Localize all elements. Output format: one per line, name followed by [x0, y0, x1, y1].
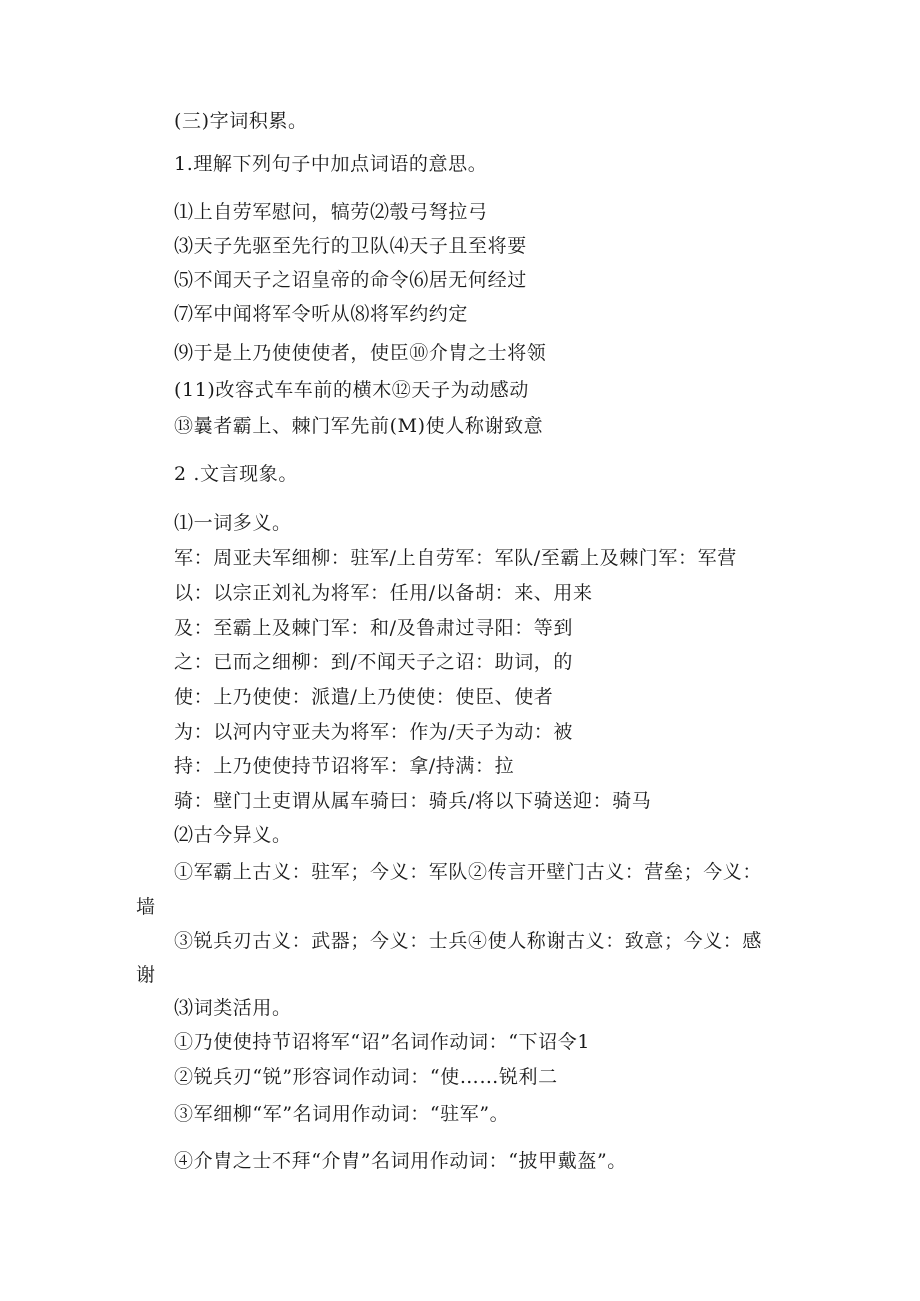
list-item: (11)改容式车车前的横木⑫天子为动感动	[174, 379, 530, 401]
list-item: ③军细柳“军”名词用作动词：“驻军”。	[174, 1103, 510, 1125]
list-item: ①乃使使持节诏将军“诏”名词作动词：“下诏令1	[174, 1031, 591, 1053]
list-item: 军：周亚夫军细柳：驻军/上自劳军：军队/至霸上及棘门军：军营	[174, 547, 737, 569]
list-item: ⑶天子先驱至先行的卫队⑷天子且至将要	[174, 235, 527, 257]
polysemy-heading: ⑴一词多义。	[174, 512, 292, 534]
list-item: 骑：壁门土吏谓从属车骑曰：骑兵/将以下骑送迎：骑马	[174, 790, 652, 812]
section-heading: (三)字词积累。	[174, 110, 308, 132]
list-item: ②锐兵刃“锐”形容词作动词：“使……锐利二	[174, 1066, 558, 1088]
list-item: 之：已而之细柳：到/不闻天子之诏：助词，的	[174, 651, 574, 673]
list-item: 持：上乃使使持节诏将军：拿/持满：拉	[174, 755, 515, 777]
ancient-modern-item-2-continuation: 谢	[136, 964, 156, 986]
list-item: ⑸不闻天子之诏皇帝的命令⑹居无何经过	[174, 269, 527, 291]
ancient-modern-heading: ⑵古今异义。	[174, 824, 292, 846]
list-item: 及：至霸上及棘门军：和/及鲁肃过寻阳：等到	[174, 617, 574, 639]
list-item: ⑴上自劳军慰问，犒劳⑵彀弓弩拉弓	[174, 201, 488, 223]
list-item: 为：以河内守亚夫为将军：作为/天子为动：被	[174, 721, 574, 743]
ancient-modern-item-1: ①军霸上古义：驻军；今义：军队②传言开壁门古义：营垒；今义：	[174, 861, 763, 883]
ancient-modern-item-1-continuation: 墙	[136, 896, 156, 918]
word-class-heading: ⑶词类活用。	[174, 997, 292, 1019]
list-item: ⑬曩者霸上、棘门军先前(M)使人称谢致意	[174, 415, 544, 437]
question-1-heading: 1.理解下列句子中加点词语的意思。	[174, 153, 488, 175]
list-item: ④介胄之士不拜“介胄”名词用作动词：“披甲戴盔”。	[174, 1150, 627, 1172]
list-item: 使：上乃使使：派遣/上乃使使：使臣、使者	[174, 686, 554, 708]
list-item: ⑺军中闻将军令听从⑻将军约约定	[174, 303, 469, 325]
question-2-heading: 2 .文言现象。	[174, 463, 298, 485]
list-item: 以：以宗正刘礼为将军：任用/以备胡：来、用来	[174, 582, 593, 604]
ancient-modern-item-2: ③锐兵刃古义：武器；今义：士兵④使人称谢古义：致意；今义：感	[174, 930, 763, 952]
list-item: ⑼于是上乃使使使者，使臣⑩介胄之士将领	[174, 342, 547, 364]
